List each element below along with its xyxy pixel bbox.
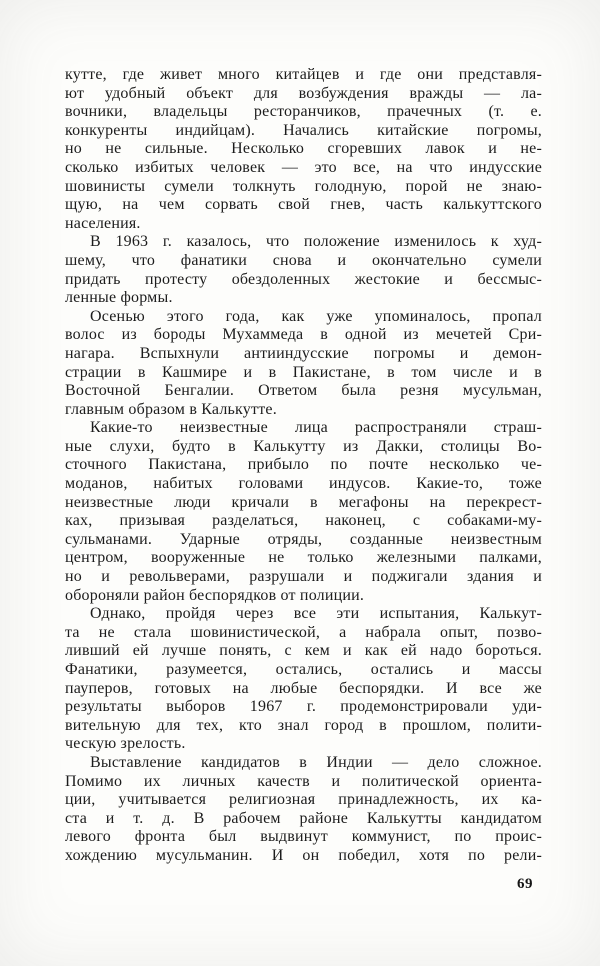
text-line: Какие-то неизвестные лица распространяли страш- (90, 419, 542, 437)
page-number: 69 (517, 876, 533, 892)
text-line: но не сильные. Несколько сгоревших лавок и не- (65, 140, 542, 158)
text-line: но и револьверами, разрушали и поджигали здания и (65, 568, 542, 586)
text-line: та не стала шовинистической, а набрала опыт, позво- (65, 623, 542, 641)
text-line: хождению мусульманин. И он победил, хотя по рели- (65, 846, 542, 864)
text-line: ливший ей лучше понять, с кем и как ей надо бороться. (65, 642, 542, 660)
text-line: ные слухи, будто в Калькутту из Дакки, столицы Во- (65, 437, 542, 455)
text-line: шему, что фанатики снова и окончательно сумели (65, 251, 542, 269)
text-line: моданов, набитых головами индусов. Какие-то, тоже (65, 475, 542, 493)
text-line: сколько избитых человек — это все, на что индусские (65, 158, 542, 176)
text-line: ческую зрелость. (65, 735, 186, 753)
text-line: нагара. Вспыхнули антииндусские погромы и демон- (65, 344, 542, 362)
text-line: придать протесту обездоленных жестокие и бессмыс- (65, 270, 542, 288)
text-line: центром, вооруженные не только железными палками, (65, 549, 542, 567)
text-line: В 1963 г. казалось, что положение изменилось к худ- (90, 233, 542, 251)
text-line: ках, призывая разделаться, наконец, с собаками-му- (65, 512, 542, 530)
text-line: Выставление кандидатов в Индии — дело сложное. (90, 753, 542, 771)
text-line: ленные формы. (65, 289, 173, 307)
text-line: сточного Пакистана, прибыло по почте несколько че- (65, 456, 542, 474)
text-line: населения. (65, 214, 141, 232)
text-line: Однако, пройдя через все эти испытания, Калькут- (90, 605, 542, 623)
text-line: ста и т. д. В рабочем районе Калькутты кандидатом (65, 809, 542, 827)
text-line: пауперов, готовых на любые беспорядки. И все же (65, 679, 542, 697)
text-line: результаты выборов 1967 г. продемонстрировали уди- (65, 698, 542, 716)
text-line: конкуренты индийцам). Начались китайские погромы, (65, 121, 542, 139)
text-line: щую, на чем сорвать свой гнев, часть калькуттского (65, 196, 542, 214)
text-line: обороняли район беспорядков от полиции. (65, 586, 365, 604)
text-line: неизвестные люди кричали в мегафоны на перекрест- (65, 493, 542, 511)
text-line: Фанатики, разумеется, остались, остались и массы (65, 661, 542, 678)
text-line: шовинисты сумели толкнуть голодную, порой не знаю- (65, 177, 542, 195)
text-line: вительную для тех, кто знал город в прошлом, полити- (65, 716, 542, 734)
text-line: кутте, где живет много китайцев и где они представля- (65, 66, 542, 83)
text-line: Осенью этого года, как уже упоминалось, пропал (90, 307, 542, 325)
page-text (65, 66, 542, 866)
text-line: ют удобный объект для возбуждения вражды — ла- (65, 84, 542, 102)
text-line: сульманами. Ударные отряды, созданные неизвестным (65, 530, 542, 548)
text-line: страции в Кашмире и в Пакистане, в том числе и в (65, 363, 542, 381)
text-line: левого фронта был выдвинут коммунист, по проис- (65, 828, 542, 846)
text-line: главным образом в Калькутте. (65, 400, 277, 418)
text-line: волос из бороды Мухаммеда в одной из мечетей Сри- (65, 326, 542, 344)
text-line: Восточной Бенгалии. Ответом была резня мусульман, (65, 382, 542, 400)
text-line: вочники, владельцы ресторанчиков, прачечных (т. е. (65, 103, 542, 121)
text-line: Помимо их личных качеств и политической ориента- (65, 772, 542, 790)
text-line: ции, учитывается религиозная принадлежность, их ка- (65, 791, 542, 809)
